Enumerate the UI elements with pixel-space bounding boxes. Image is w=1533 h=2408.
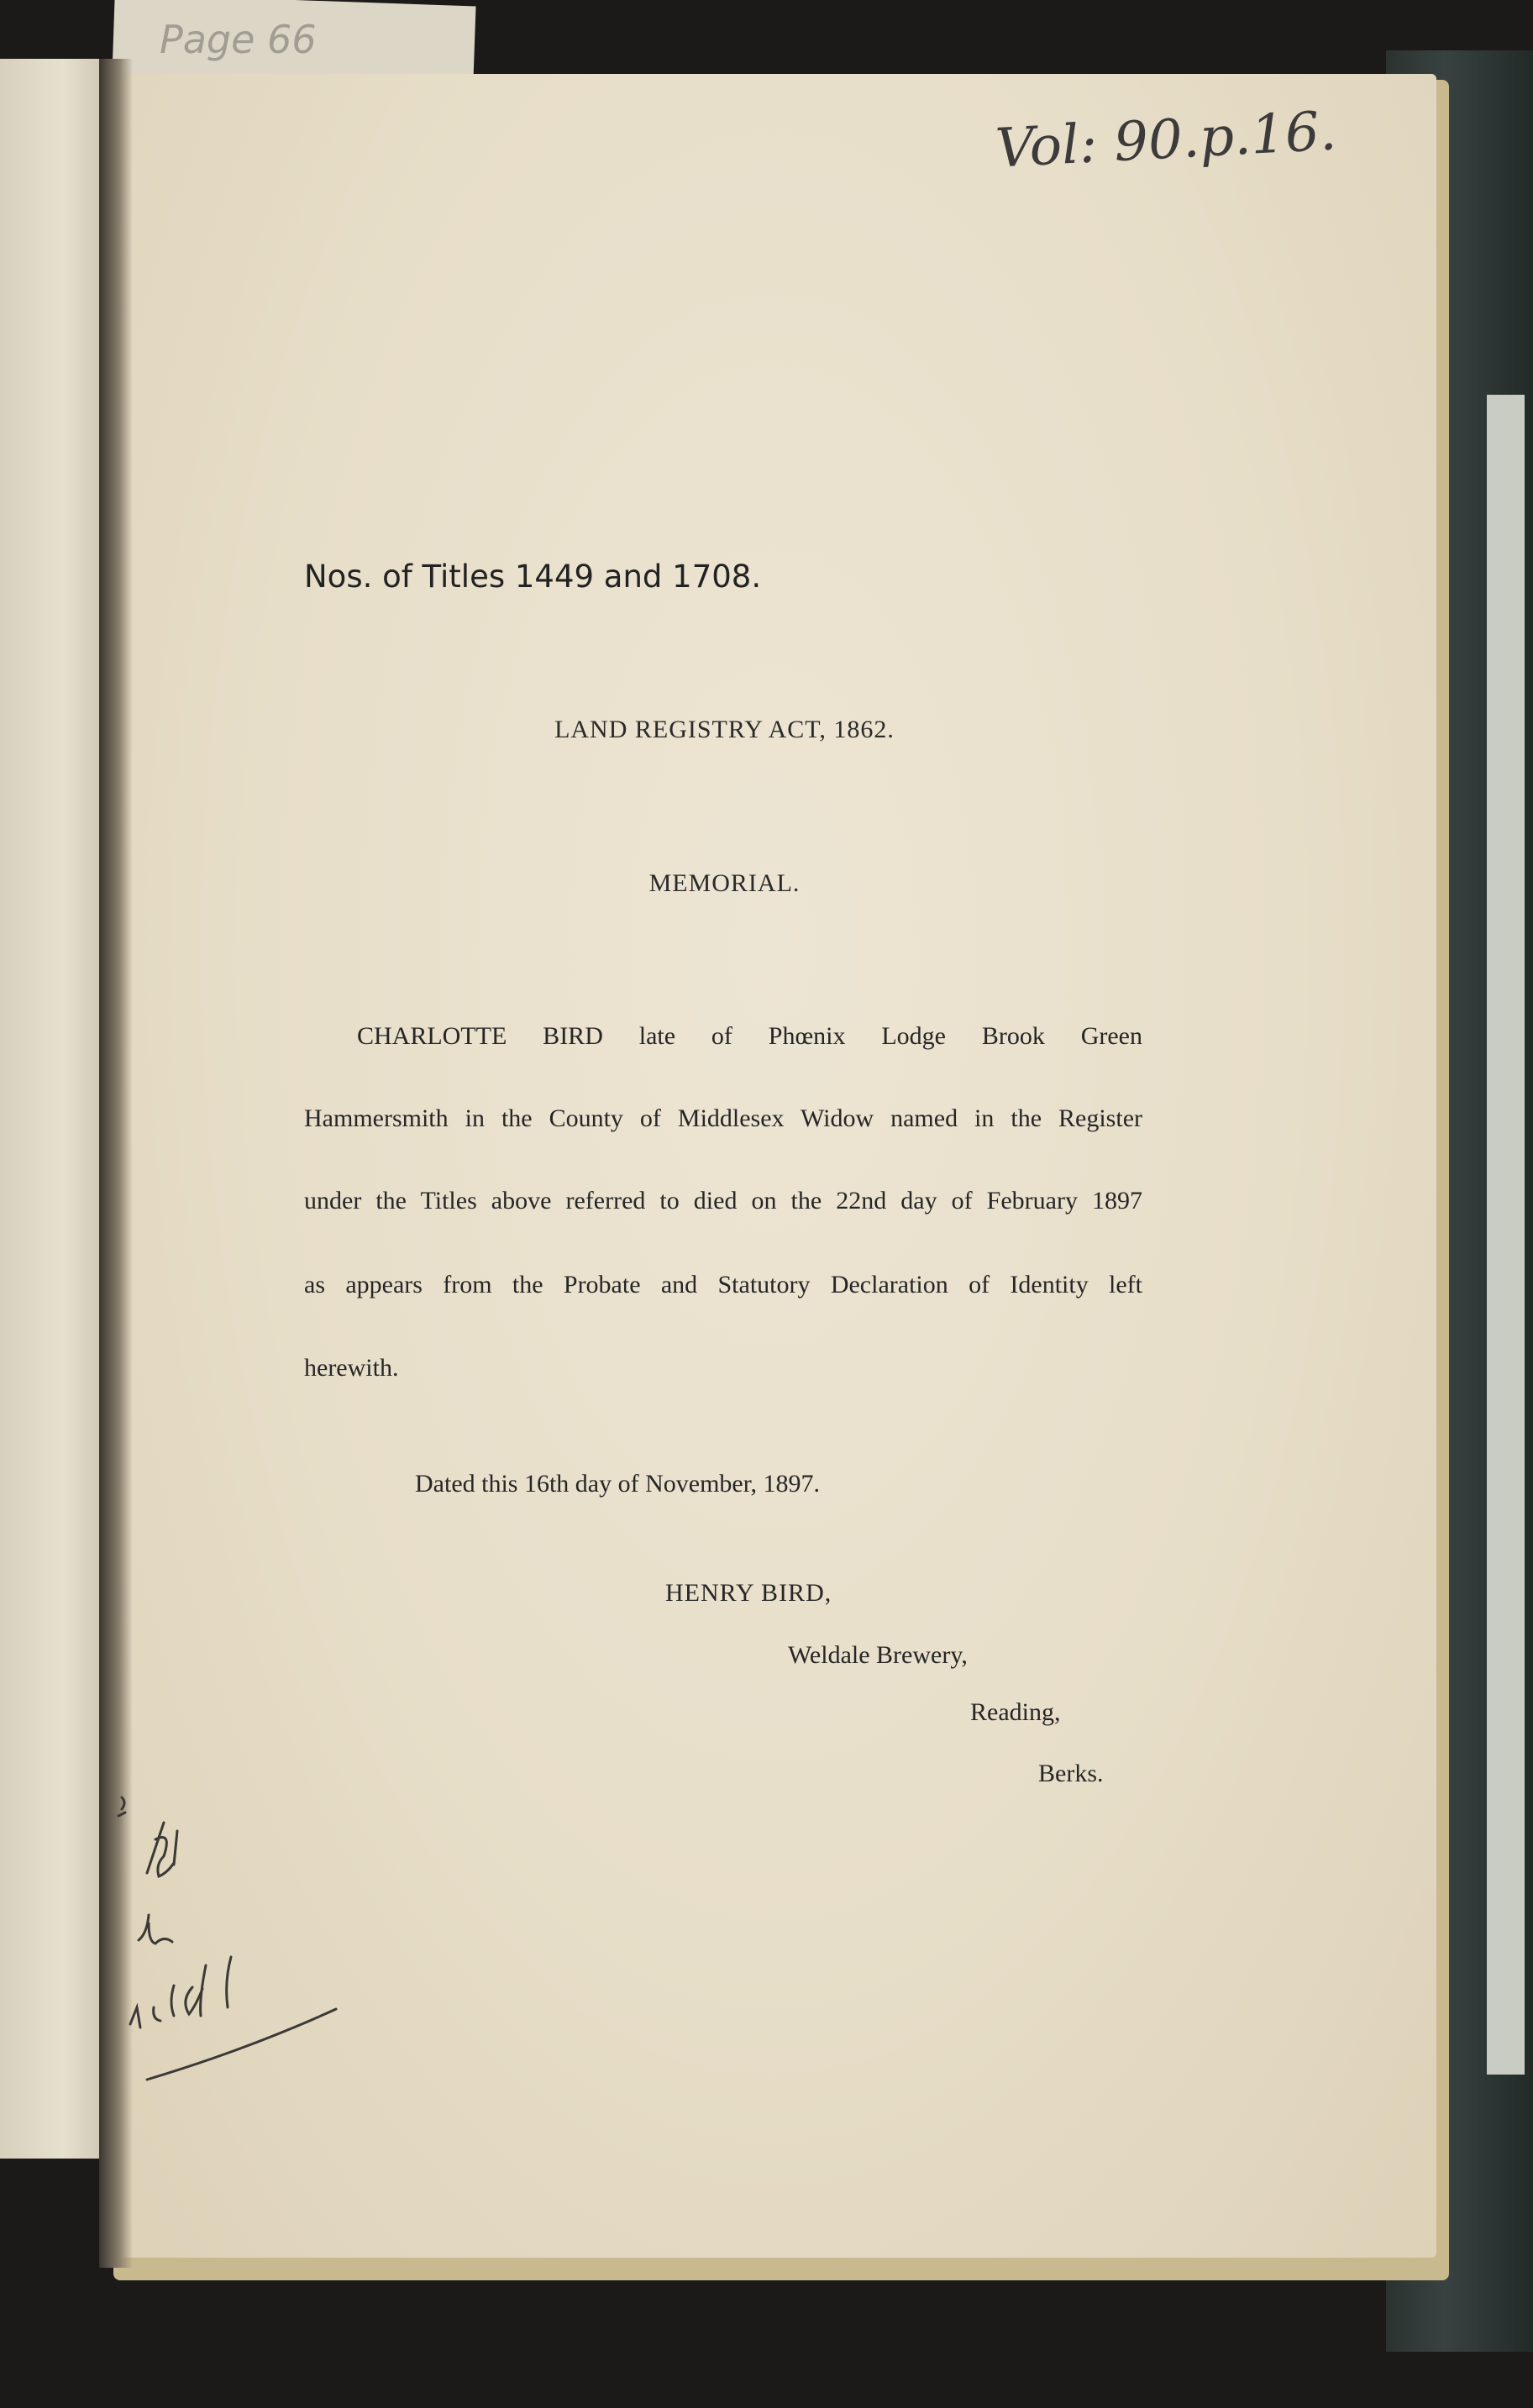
act-title: LAND REGISTRY ACT, 1862. [554, 716, 895, 743]
signatory-name: HENRY BIRD, [665, 1579, 832, 1607]
volume-margin-note: Vol: 90.p.16. [994, 100, 1338, 181]
signatory-address-line-1: Weldale Brewery, [788, 1641, 968, 1669]
dated-line: Dated this 16th day of November, 1897. [415, 1470, 821, 1498]
binding-edge [1487, 395, 1525, 2075]
body-line-4: as appears from the Probate and Statutory Declaration of Identity left [304, 1271, 1142, 1298]
handwritten-initials-mark [105, 1781, 357, 2091]
signatory-address-line-2: Reading, [970, 1698, 1061, 1726]
body-line-3: under the Titles above referred to died on the 22nd day of February 1897 [304, 1187, 1142, 1214]
left-page-edge [0, 59, 105, 2159]
body-line-5: herewith. [304, 1354, 399, 1382]
memorial-title: MEMORIAL. [648, 869, 801, 897]
signatory-address-line-3: Berks. [1038, 1760, 1104, 1787]
body-line-2: Hammersmith in the County of Middlesex Widow named in the Register [304, 1104, 1142, 1132]
tab-note: Page 66 [160, 17, 317, 62]
titles-heading: Nos. of Titles 1449 and 1708. [304, 559, 762, 595]
body-line-1: CHARLOTTE BIRD late of Phœnix Lodge Brook Green [357, 1022, 1142, 1050]
